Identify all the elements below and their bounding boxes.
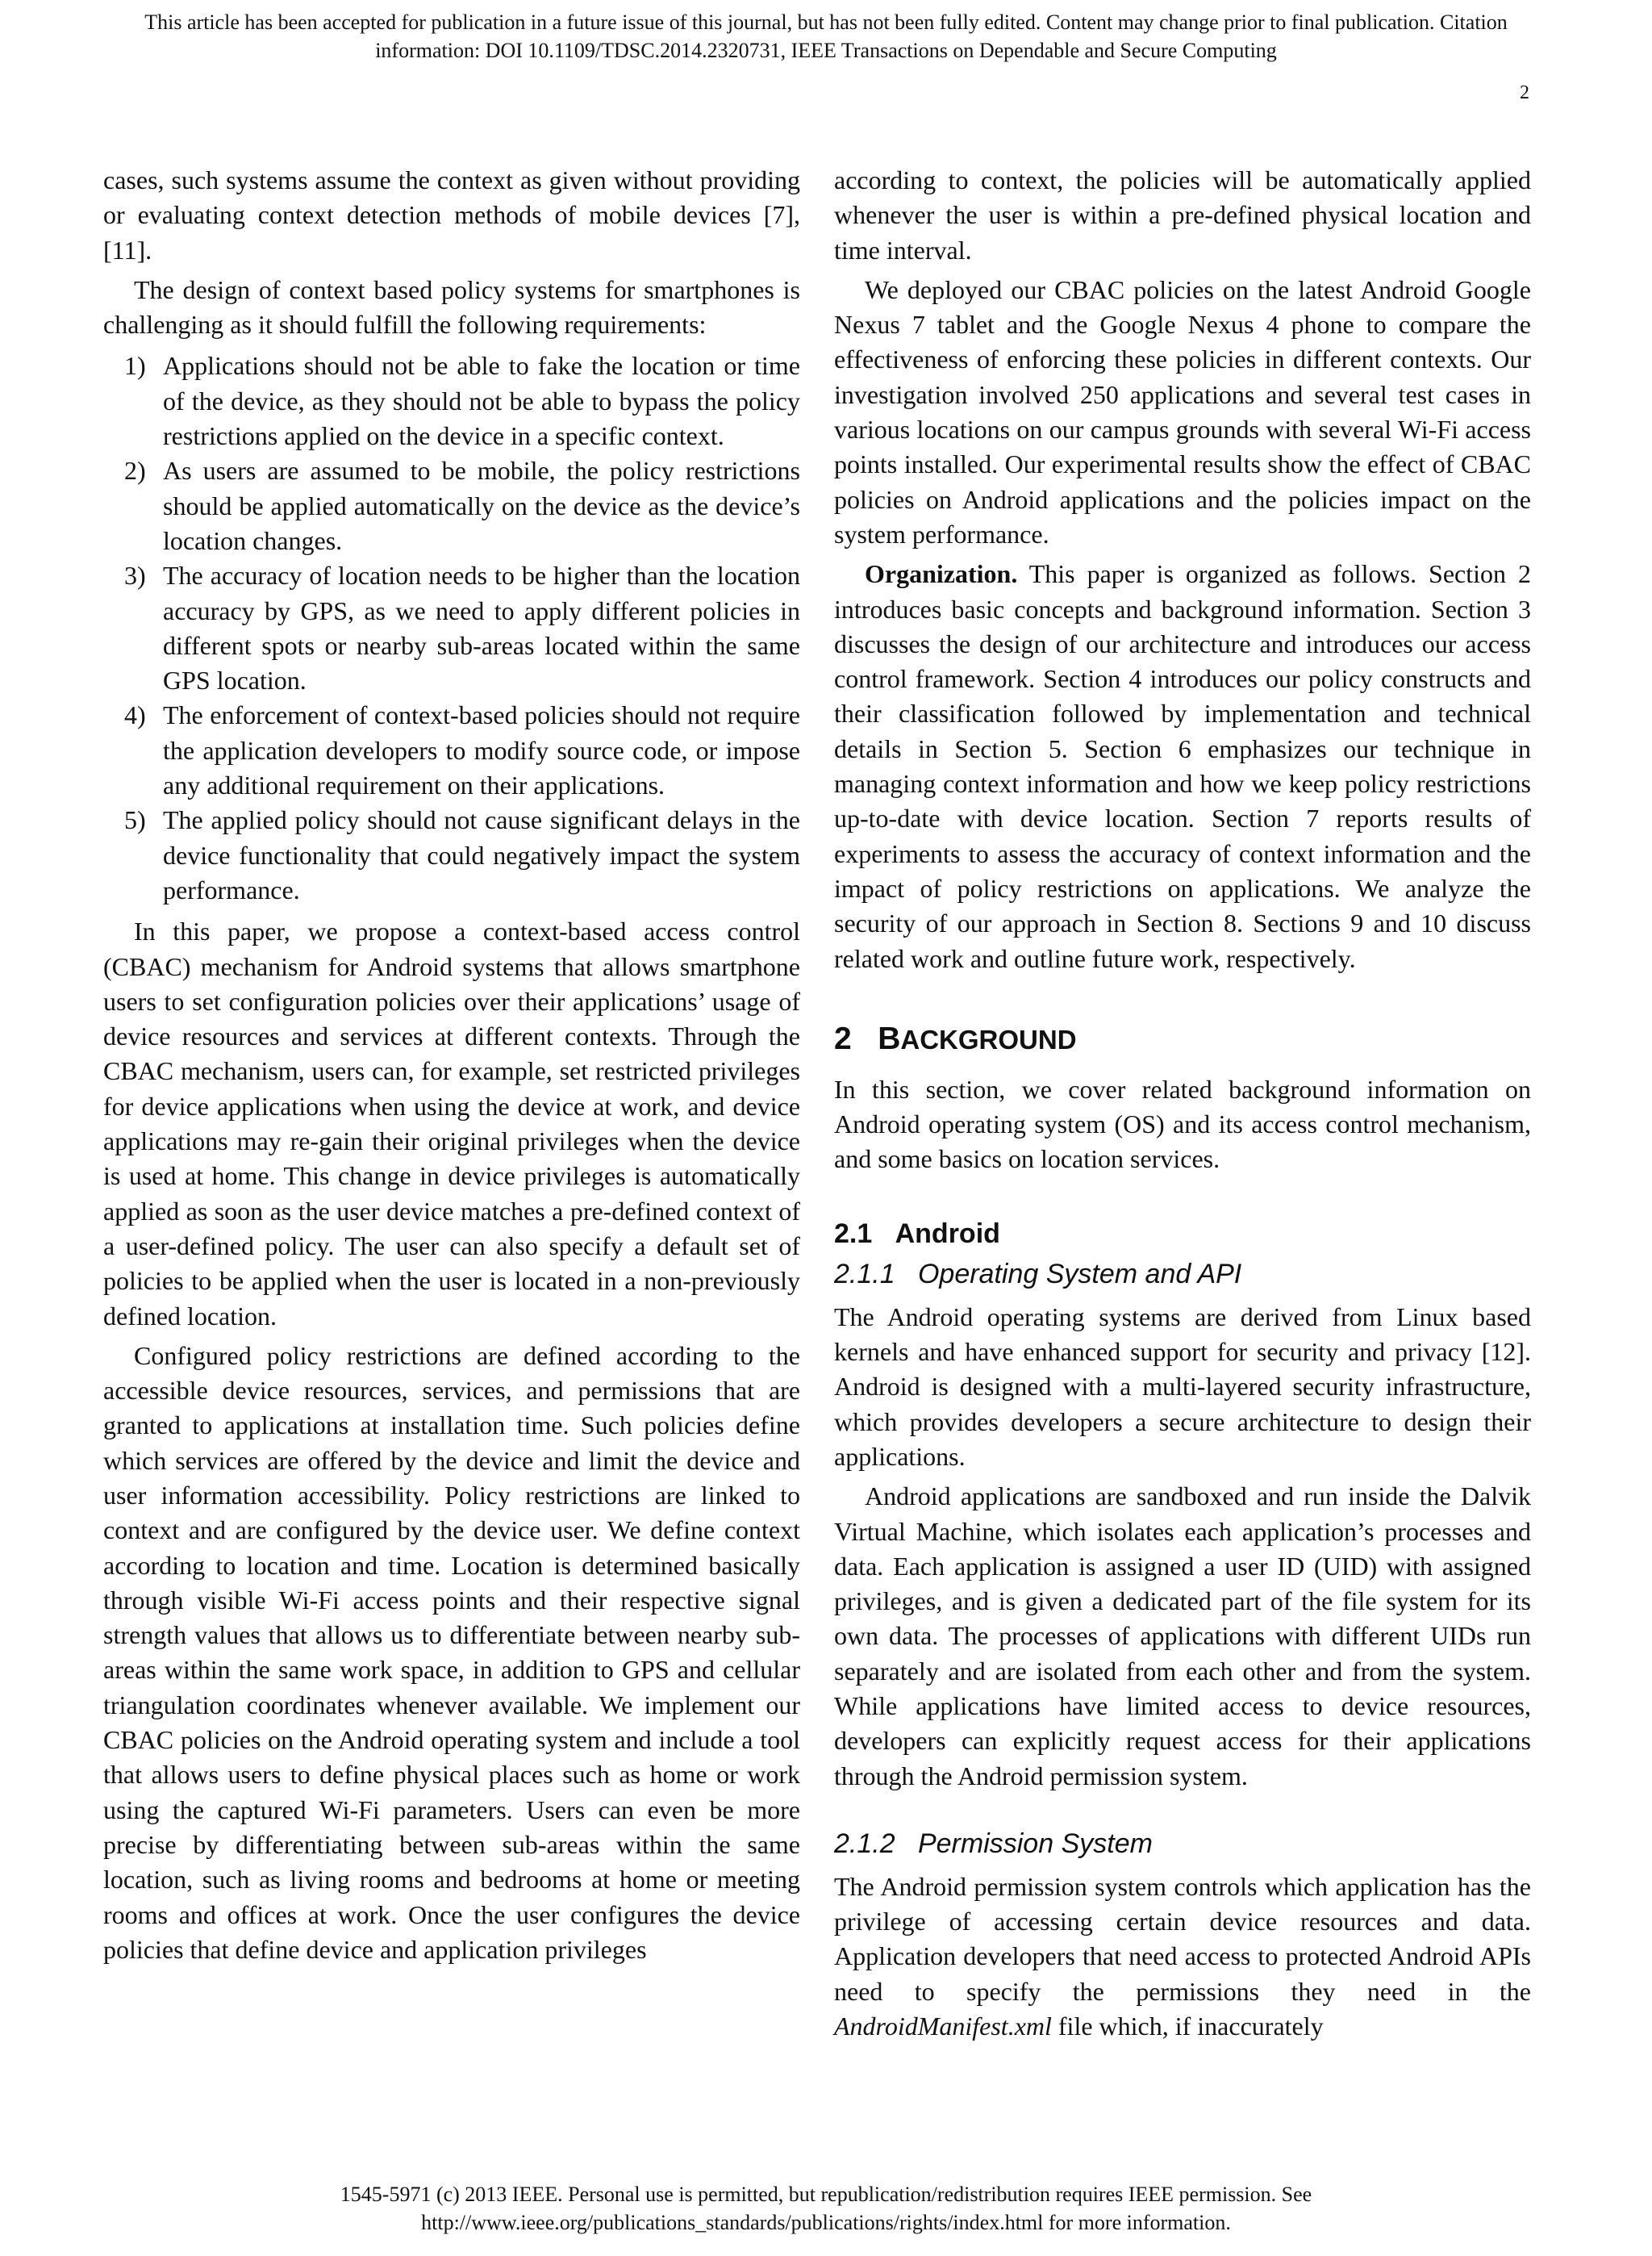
left-column	[103, 163, 800, 1967]
subsubsection-heading-os-api: 2.1.1 Operating System and API	[834, 1258, 1242, 1289]
header-line-1: This article has been accepted for publication in a future issue of this journal, but has not been fully edited. Content may change prior to final publication. Citation	[144, 10, 1508, 34]
paragraph-organization: Organization. This paper is organized as follows. Section 2 introduces basic concepts and background information. Section 3 discusses the design of our architecture and introduces our access control framework. Section 4 introduces our policy constructs and their classification followed by implementation and technical details in Section 5. Section 6 emphasizes our technique in managing context information and how we keep policy restrictions up-to-date with device location. Section 7 reports results of experiments to assess the accuracy of context information and the impact of policy restrictions on applications. We analyze the security of our approach in Section 8. Sections 9 and 10 discuss related work and outline future work, respectively.	[834, 559, 1531, 973]
list-item: 3) The accuracy of location needs to be higher than the location accuracy by GPS, as we need to apply different policies in different spots or nearby sub-areas located within the same GPS location.	[124, 561, 800, 696]
list-item: 2) As users are assumed to be mobile, the policy restrictions should be applied automatically on the device as the device’s location changes.	[124, 456, 800, 555]
paragraph-configured: Configured policy restrictions are defined according to the accessible device resources, services, and permissions that are granted to applications at installation time. Such policies define which services are offered by the device and limit the device and user information accessibility. Policy restrictions are linked to context and are configured by the device user. We define context according to location and time. Location is determined basically through visible Wi-Fi access points and their respective signal strength values that allows us to differentiate between nearby sub-areas within the same work space, in addition to GPS and cellular triangulation coordinates whenever available. We implement our CBAC policies on the Android operating system and include a tool that allows users to define physical places such as home or work using the captured Wi-Fi parameters. Users can even be more precise by differentiating between sub-areas within the same location, such as living rooms and bedrooms at home or meeting rooms and offices at work. Once the user configures the device policies that define device and application privileges	[103, 1340, 800, 1964]
publication-notice-header	[0, 8, 1652, 65]
paragraph-continued: according to context, the policies will be automatically applied whenever the user is within a pre-defined physical location and time interval.	[834, 165, 1531, 265]
footer-line-1: 1545-5971 (c) 2013 IEEE. Personal use is permitted, but republication/redistribution requires IEEE permission. See	[340, 2183, 1312, 2206]
footer-line-2: http://www.ieee.org/publications_standards/publications/rights/index.html for more information.	[421, 2211, 1231, 2234]
paragraph-intro: cases, such systems assume the context as given without providing or evaluating context detection methods of mobile devices [7], [11].	[103, 165, 800, 265]
paragraph-propose: In this paper, we propose a context-based access control (CBAC) mechanism for Android systems that allows smartphone users to set configuration policies over their applications’ usage of device resources and services at different contexts. Through the CBAC mechanism, users can, for example, set restricted privileges for device applications when using the device at work, and device applications may re-gain their original privileges when the device is used at home. This change in device privileges is automatically applied as soon as the user device matches a pre-defined context of a user-defined policy. The user can also specify a default set of policies to be applied when the user is located in a non-previously defined location.	[103, 917, 800, 1331]
header-line-2: information: DOI 10.1109/TDSC.2014.2320731, IEEE Transactions on Dependable and Secure Computing	[375, 39, 1277, 62]
section-heading-background: 2 BACKGROUND	[834, 1021, 1077, 1056]
list-item: 1) Applications should not be able to fake the location or time of the device, as they should not be able to bypass the policy restrictions applied on the device in a specific context.	[124, 351, 800, 451]
right-column	[834, 163, 1531, 2044]
manifest-filename: AndroidManifest.xml	[834, 2012, 1052, 2041]
paragraph-background: In this section, we cover related background information on Android operating system (OS) and its access control mechanism, and some basics on location services.	[834, 1074, 1531, 1174]
list-item: 4) The enforcement of context-based policies should not require the application developers to modify source code, or impose any additional requirement on their applications.	[124, 700, 800, 800]
paragraph-permission: The Android permission system controls which application has the privilege of accessing certain device resources and data. Application developers that need access to protected Android APIs need to specify the permissions they need in the AndroidManifest.xml file which, if inaccurately	[834, 1871, 1531, 2041]
paragraph-design: The design of context based policy systems for smartphones is challenging as it should fulfill the following requirements:	[103, 274, 800, 340]
list-item: 5) The applied policy should not cause significant delays in the device functionality that could negatively impact the system performance.	[124, 805, 800, 904]
subsubsection-heading-permission: 2.1.2 Permission System	[834, 1828, 1153, 1859]
paragraph-deployed: We deployed our CBAC policies on the latest Android Google Nexus 7 tablet and the Google Nexus 4 phone to compare the effectiveness of enforcing these policies in different contexts. Our investigation involved 250 applications and several test cases in various locations on our campus grounds with several Wi-Fi access points installed. Our experimental results show the effect of CBAC policies on Android applications and the policies impact on the system performance.	[834, 274, 1531, 549]
copyright-footer	[0, 2180, 1652, 2237]
paragraph-os-2: Android applications are sandboxed and run inside the Dalvik Virtual Machine, which isolates each application’s processes and data. Each application is assigned a user ID (UID) with assigned privileges, and is given a dedicated part of the file system for its own data. The processes of applications with different UIDs run separately and are isolated from each other and from the system. While applications have limited access to device resources, developers can explicitly request access for their applications through the Android permission system.	[834, 1481, 1531, 1790]
subsection-heading-android: 2.1 Android	[834, 1218, 1000, 1249]
requirements-list	[103, 349, 800, 908]
paragraph-os-1: The Android operating systems are derived from Linux based kernels and have enhanced support for security and privacy [12]. Android is designed with a multi-layered security infrastructure, which provides developers a secure architecture to design their applications.	[834, 1301, 1531, 1471]
organization-label: Organization.	[865, 559, 1018, 589]
page-number: 2	[1520, 82, 1529, 103]
